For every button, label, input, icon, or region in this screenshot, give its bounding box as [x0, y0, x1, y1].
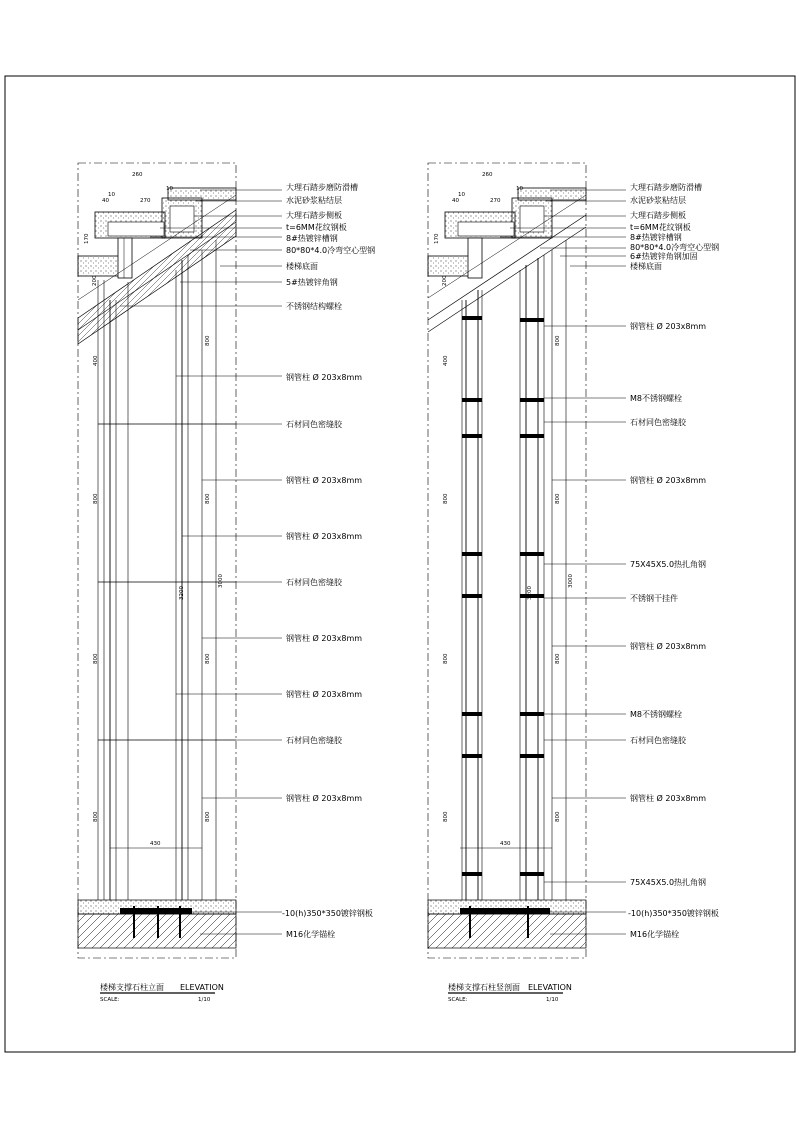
- r-dim-inner-0: 800: [555, 335, 561, 346]
- left-title-en: ELEVATION: [180, 983, 224, 992]
- dim-inner-3: 800: [205, 811, 211, 822]
- right-callout-20: M16化学锚栓: [630, 930, 680, 939]
- left-callout-12: 钢管柱 Ø 203x8mm: [286, 532, 363, 541]
- left-callout-15: 钢管柱 Ø 203x8mm: [286, 690, 363, 699]
- r-dim-left-3: 800: [443, 811, 449, 822]
- left-callout-6: 楼梯底面: [286, 262, 318, 271]
- r-dim-top-2: 40: [452, 198, 459, 204]
- left-callout-9: 钢管柱 Ø 203x8mm: [286, 373, 363, 382]
- left-foundation: [78, 900, 236, 948]
- left-callout-0: 大理石踏步磨防滑槽: [286, 183, 358, 192]
- right-callout-2: 大理石踏步侧板: [630, 211, 686, 220]
- right-callout-6: 6#热镀锌角钢加固: [630, 252, 698, 261]
- right-foundation: [428, 900, 586, 948]
- left-callout-7: 5#热镀锌角钢: [286, 278, 338, 287]
- right-callout-18: 75X45X5.0热扎角钢: [630, 878, 707, 887]
- dim-inner-1: 800: [205, 493, 211, 504]
- r-dim-inner-3: 800: [555, 811, 561, 822]
- r-dim-top-9: 200: [442, 275, 448, 286]
- right-scale-value: 1/10: [546, 997, 559, 1003]
- right-title-en: ELEVATION: [528, 983, 572, 992]
- dim-top-1: 10: [108, 192, 115, 198]
- left-callout-3: t=6MM花纹钢板: [286, 223, 347, 232]
- dim-left-2: 800: [93, 653, 99, 664]
- left-column: [98, 240, 216, 900]
- right-callout-17: 钢管柱 Ø 203x8mm: [630, 794, 707, 803]
- left-callout-11: 钢管柱 Ø 203x8mm: [286, 476, 363, 485]
- left-callout-14: 钢管柱 Ø 203x8mm: [286, 634, 363, 643]
- right-callout-7: 楼梯底面: [630, 262, 662, 271]
- dim-top-2: 40: [102, 198, 109, 204]
- right-callouts: [628, 182, 719, 939]
- right-callout-9: M8不锈钢螺栓: [630, 394, 682, 403]
- right-leaders: [500, 190, 626, 934]
- left-scale-value: 1/10: [198, 997, 211, 1003]
- left-callout-18: -10(h)350*350镀锌钢板: [282, 909, 373, 918]
- left-elevation-drawing: [78, 163, 375, 1003]
- r-dim-inner-2: 800: [555, 653, 561, 664]
- dim-inner-2: 800: [205, 653, 211, 664]
- left-callout-16: 石材同色密缝胶: [286, 736, 342, 745]
- left-callout-2: 大理石踏步侧板: [286, 211, 342, 220]
- right-callout-10: 石材同色密缝胶: [630, 418, 686, 427]
- left-callouts: [282, 182, 375, 939]
- right-callout-3: t=6MM花纹钢板: [630, 223, 691, 232]
- right-callout-15: M8不锈钢螺栓: [630, 710, 682, 719]
- dim-left-3: 800: [93, 811, 99, 822]
- right-callout-13: 不锈钢干挂件: [630, 594, 678, 603]
- right-callout-16: 石材同色密缝胶: [630, 736, 686, 745]
- r-dim-base: 430: [500, 841, 511, 847]
- dim-base: 430: [150, 841, 161, 847]
- right-callout-8: 钢管柱 Ø 203x8mm: [630, 322, 707, 331]
- right-callout-11: 钢管柱 Ø 203x8mm: [630, 476, 707, 485]
- r-dim-top-1: 10: [458, 192, 465, 198]
- dim-left-1: 800: [93, 493, 99, 504]
- dim-top-8: 170: [84, 233, 90, 244]
- left-callout-1: 水泥砂浆粘结层: [286, 196, 342, 205]
- r-dim-overall-0: 3200: [527, 586, 533, 600]
- dim-top-0: 260: [132, 172, 143, 178]
- left-callout-8: 不锈钢结构螺栓: [286, 302, 342, 311]
- right-title-block: [448, 982, 572, 1003]
- dim-inner-0: 800: [205, 335, 211, 346]
- r-dim-top-8: 170: [434, 233, 440, 244]
- right-callout-4: 8#热镀锌槽钢: [630, 233, 682, 242]
- right-column: [462, 240, 566, 900]
- left-callout-4: 8#热镀锌槽钢: [286, 234, 338, 243]
- right-scale-label: SCALE:: [448, 997, 468, 1003]
- dim-left-0: 400: [93, 355, 99, 366]
- left-scale-label: SCALE:: [100, 997, 120, 1003]
- right-callout-5: 80*80*4.0冷弯空心型钢: [630, 243, 720, 252]
- r-dim-top-0: 260: [482, 172, 493, 178]
- left-callout-17: 钢管柱 Ø 203x8mm: [286, 794, 363, 803]
- left-title: 楼梯支撑石柱立面: [100, 983, 164, 992]
- left-callout-5: 80*80*4.0冷弯空心型钢: [286, 246, 376, 255]
- dim-top-9: 200: [92, 275, 98, 286]
- r-dim-inner-1: 800: [555, 493, 561, 504]
- r-dim-top-6: 10: [516, 186, 523, 192]
- r-dim-left-1: 800: [443, 493, 449, 504]
- right-callout-14: 钢管柱 Ø 203x8mm: [630, 642, 707, 651]
- right-section-drawing: [428, 163, 719, 1003]
- right-callout-19: -10(h)350*350镀锌钢板: [628, 909, 719, 918]
- right-title: 楼梯支撑石柱竖剖面: [448, 983, 520, 992]
- left-callout-13: 石材同色密缝胶: [286, 578, 342, 587]
- right-callout-12: 75X45X5.0热扎角钢: [630, 560, 707, 569]
- dim-top-6: 10: [166, 186, 173, 192]
- right-envelope: [428, 163, 586, 958]
- left-title-block: [100, 982, 224, 1003]
- dim-top-5: 270: [140, 198, 151, 204]
- r-dim-left-2: 800: [443, 653, 449, 664]
- r-dim-overall-1: 3000: [568, 574, 574, 588]
- r-dim-top-5: 270: [490, 198, 501, 204]
- dim-overall-0: 3200: [179, 586, 185, 600]
- right-callout-1: 水泥砂浆粘结层: [630, 196, 686, 205]
- r-dim-left-0: 400: [443, 355, 449, 366]
- dim-overall-1: 3000: [218, 574, 224, 588]
- left-callout-19: M16化学锚栓: [286, 930, 336, 939]
- right-callout-0: 大理石踏步磨防滑槽: [630, 183, 702, 192]
- left-callout-10: 石材同色密缝胶: [286, 420, 342, 429]
